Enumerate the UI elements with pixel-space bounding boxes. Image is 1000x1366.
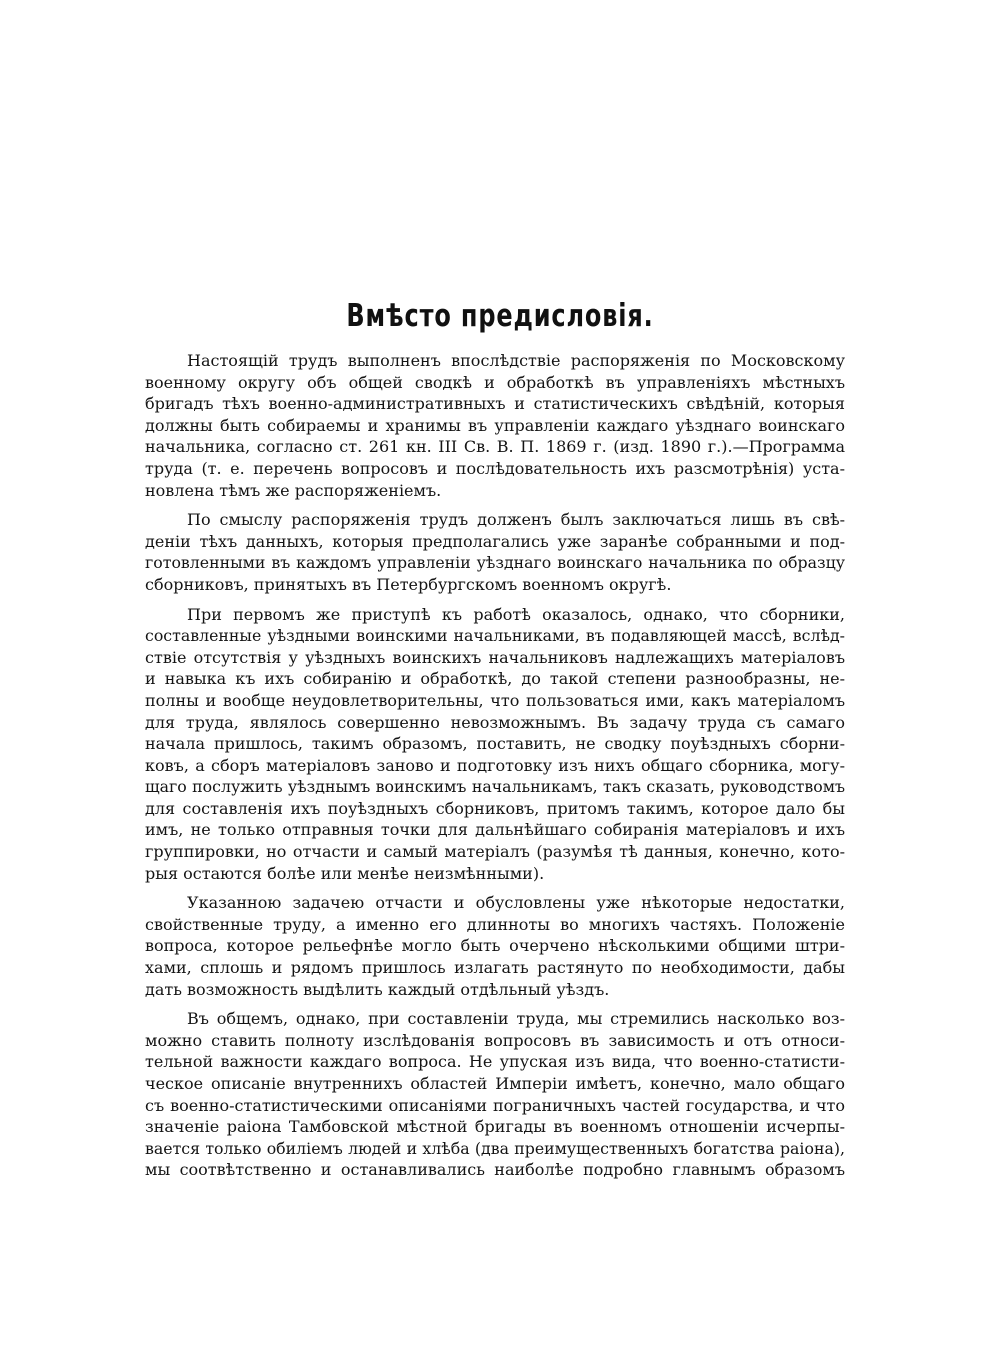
paragraph-4 (145, 892, 845, 1000)
text-line: ковъ, а сборъ матеріаловъ заново и подготовку изъ нихъ общаго сборника, могу- (145, 755, 845, 775)
text-line: щаго послужить уѣзднымъ воинскимъ начальникамъ, такъ сказать, руководствомъ (145, 777, 845, 797)
text-line: должны быть собираемы и хранимы въ управленіи каждаго уѣзднаго воинскаго (145, 415, 845, 435)
text-line: начала пришлось, такимъ образомъ, поставить, не сводку поуѣздныхъ сборни- (145, 734, 845, 754)
text-line: можно ставить полноту изслѣдованія вопросовъ въ зависимость и отъ относи- (145, 1030, 845, 1050)
text-line: составленные уѣздными воинскими начальниками, въ подавляющей массѣ, вслѣд- (145, 626, 845, 646)
text-line: Въ общемъ, однако, при составленіи труда, мы стремились насколько воз- (187, 1009, 845, 1029)
page-title: Вмѣсто предисловія. (346, 298, 654, 334)
paragraph-5 (145, 1008, 845, 1181)
text-line: хами, сплошь и рядомъ пришлось излагать растянуто по необходимости, дабы (145, 958, 845, 978)
text-line: группировки, но отчасти и самый матеріалъ (разумѣя тѣ данныя, конечно, кото- (145, 842, 845, 862)
text-line: для труда, являлось совершенно невозможнымъ. Въ задачу труда съ самаго (145, 712, 845, 732)
text-line: и навыка къ ихъ собиранію и обработкѣ, до такой степени разнообразны, не- (145, 669, 845, 689)
text-line: сборниковъ, принятыхъ въ Петербургскомъ военномъ округѣ. (145, 574, 672, 594)
text-line: По смыслу распоряженія трудъ долженъ былъ заключаться лишь въ свѣ- (187, 510, 845, 530)
paragraph-3 (145, 604, 845, 885)
paragraph-1 (145, 350, 845, 501)
text-line: съ военно-статистическими описаніями пограничныхъ частей государства, и что (145, 1095, 845, 1115)
text-line: имъ, не только отправныя точки для дальнѣйшаго собиранія матеріаловъ и ихъ (145, 820, 845, 840)
text-line: вается только обиліемъ людей и хлѣба (два преимущественныхъ богатства раіона), (145, 1138, 845, 1158)
text-line: бригадъ тѣхъ военно-административныхъ и статистическихъ свѣдѣній, которыя (145, 394, 845, 414)
text-line: Указанною задачею отчасти и обусловлены уже нѣкоторые недостатки, (187, 893, 845, 913)
text-line: деніи тѣхъ данныхъ, которыя предполагались уже заранѣе собранными и под- (145, 531, 845, 551)
text-line: свойственные труду, а именно его длинноты во многихъ частяхъ. Положеніе (145, 914, 845, 934)
text-line: тельной важности каждаго вопроса. Не упуская изъ вида, что военно-статисти- (145, 1052, 845, 1072)
text-line: ческое описаніе внутреннихъ областей Имперіи имѣетъ, конечно, мало общаго (145, 1074, 845, 1093)
text-line: полны и вообще неудовлетворительны, что пользоваться ими, какъ матеріаломъ (145, 690, 845, 710)
text-line: для составленія ихъ поуѣздныхъ сборниковъ, притомъ такимъ, которое дало бы (145, 798, 845, 818)
text-line: рыя остаются болѣе или менѣе неизмѣнными). (145, 863, 545, 883)
paragraph-2 (145, 509, 845, 595)
body-text (145, 350, 845, 1189)
text-line: военному округу объ общей сводкѣ и обработкѣ въ управленіяхъ мѣстныхъ (145, 372, 845, 392)
text-line: ствіе отсутствія у уѣздныхъ воинскихъ начальниковъ надлежащихъ матеріаловъ (145, 647, 845, 667)
text-line: Настоящій трудъ выполненъ впослѣдствіе распоряженія по Московскому (187, 351, 845, 370)
text-line: При первомъ же приступѣ къ работѣ оказалось, однако, что сборники, (187, 604, 845, 624)
text-line: новлена тѣмъ же распоряженіемъ. (145, 480, 442, 500)
text-line: значеніе раіона Тамбовской мѣстной бригады въ военномъ отношеніи исчерпы- (145, 1117, 845, 1137)
text-line: дать возможность выдѣлить каждый отдѣльный уѣздъ. (145, 979, 610, 999)
text-line: труда (т. е. перечень вопросовъ и послѣдовательность ихъ разсмотрѣнія) уста- (145, 458, 845, 478)
text-line: мы соотвѣтственно и останавливались наиболѣе подробно главнымъ образомъ (145, 1160, 845, 1180)
text-line: начальника, согласно ст. 261 кн. III Св. В. П. 1869 г. (изд. 1890 г.).—Программа (145, 437, 845, 457)
text-line: вопроса, которое рельефнѣе могло быть очерчено нѣсколькими общими штри- (145, 936, 845, 956)
text-line: готовленными въ каждомъ управленіи уѣзднаго воинскаго начальника по образцу (145, 553, 845, 573)
